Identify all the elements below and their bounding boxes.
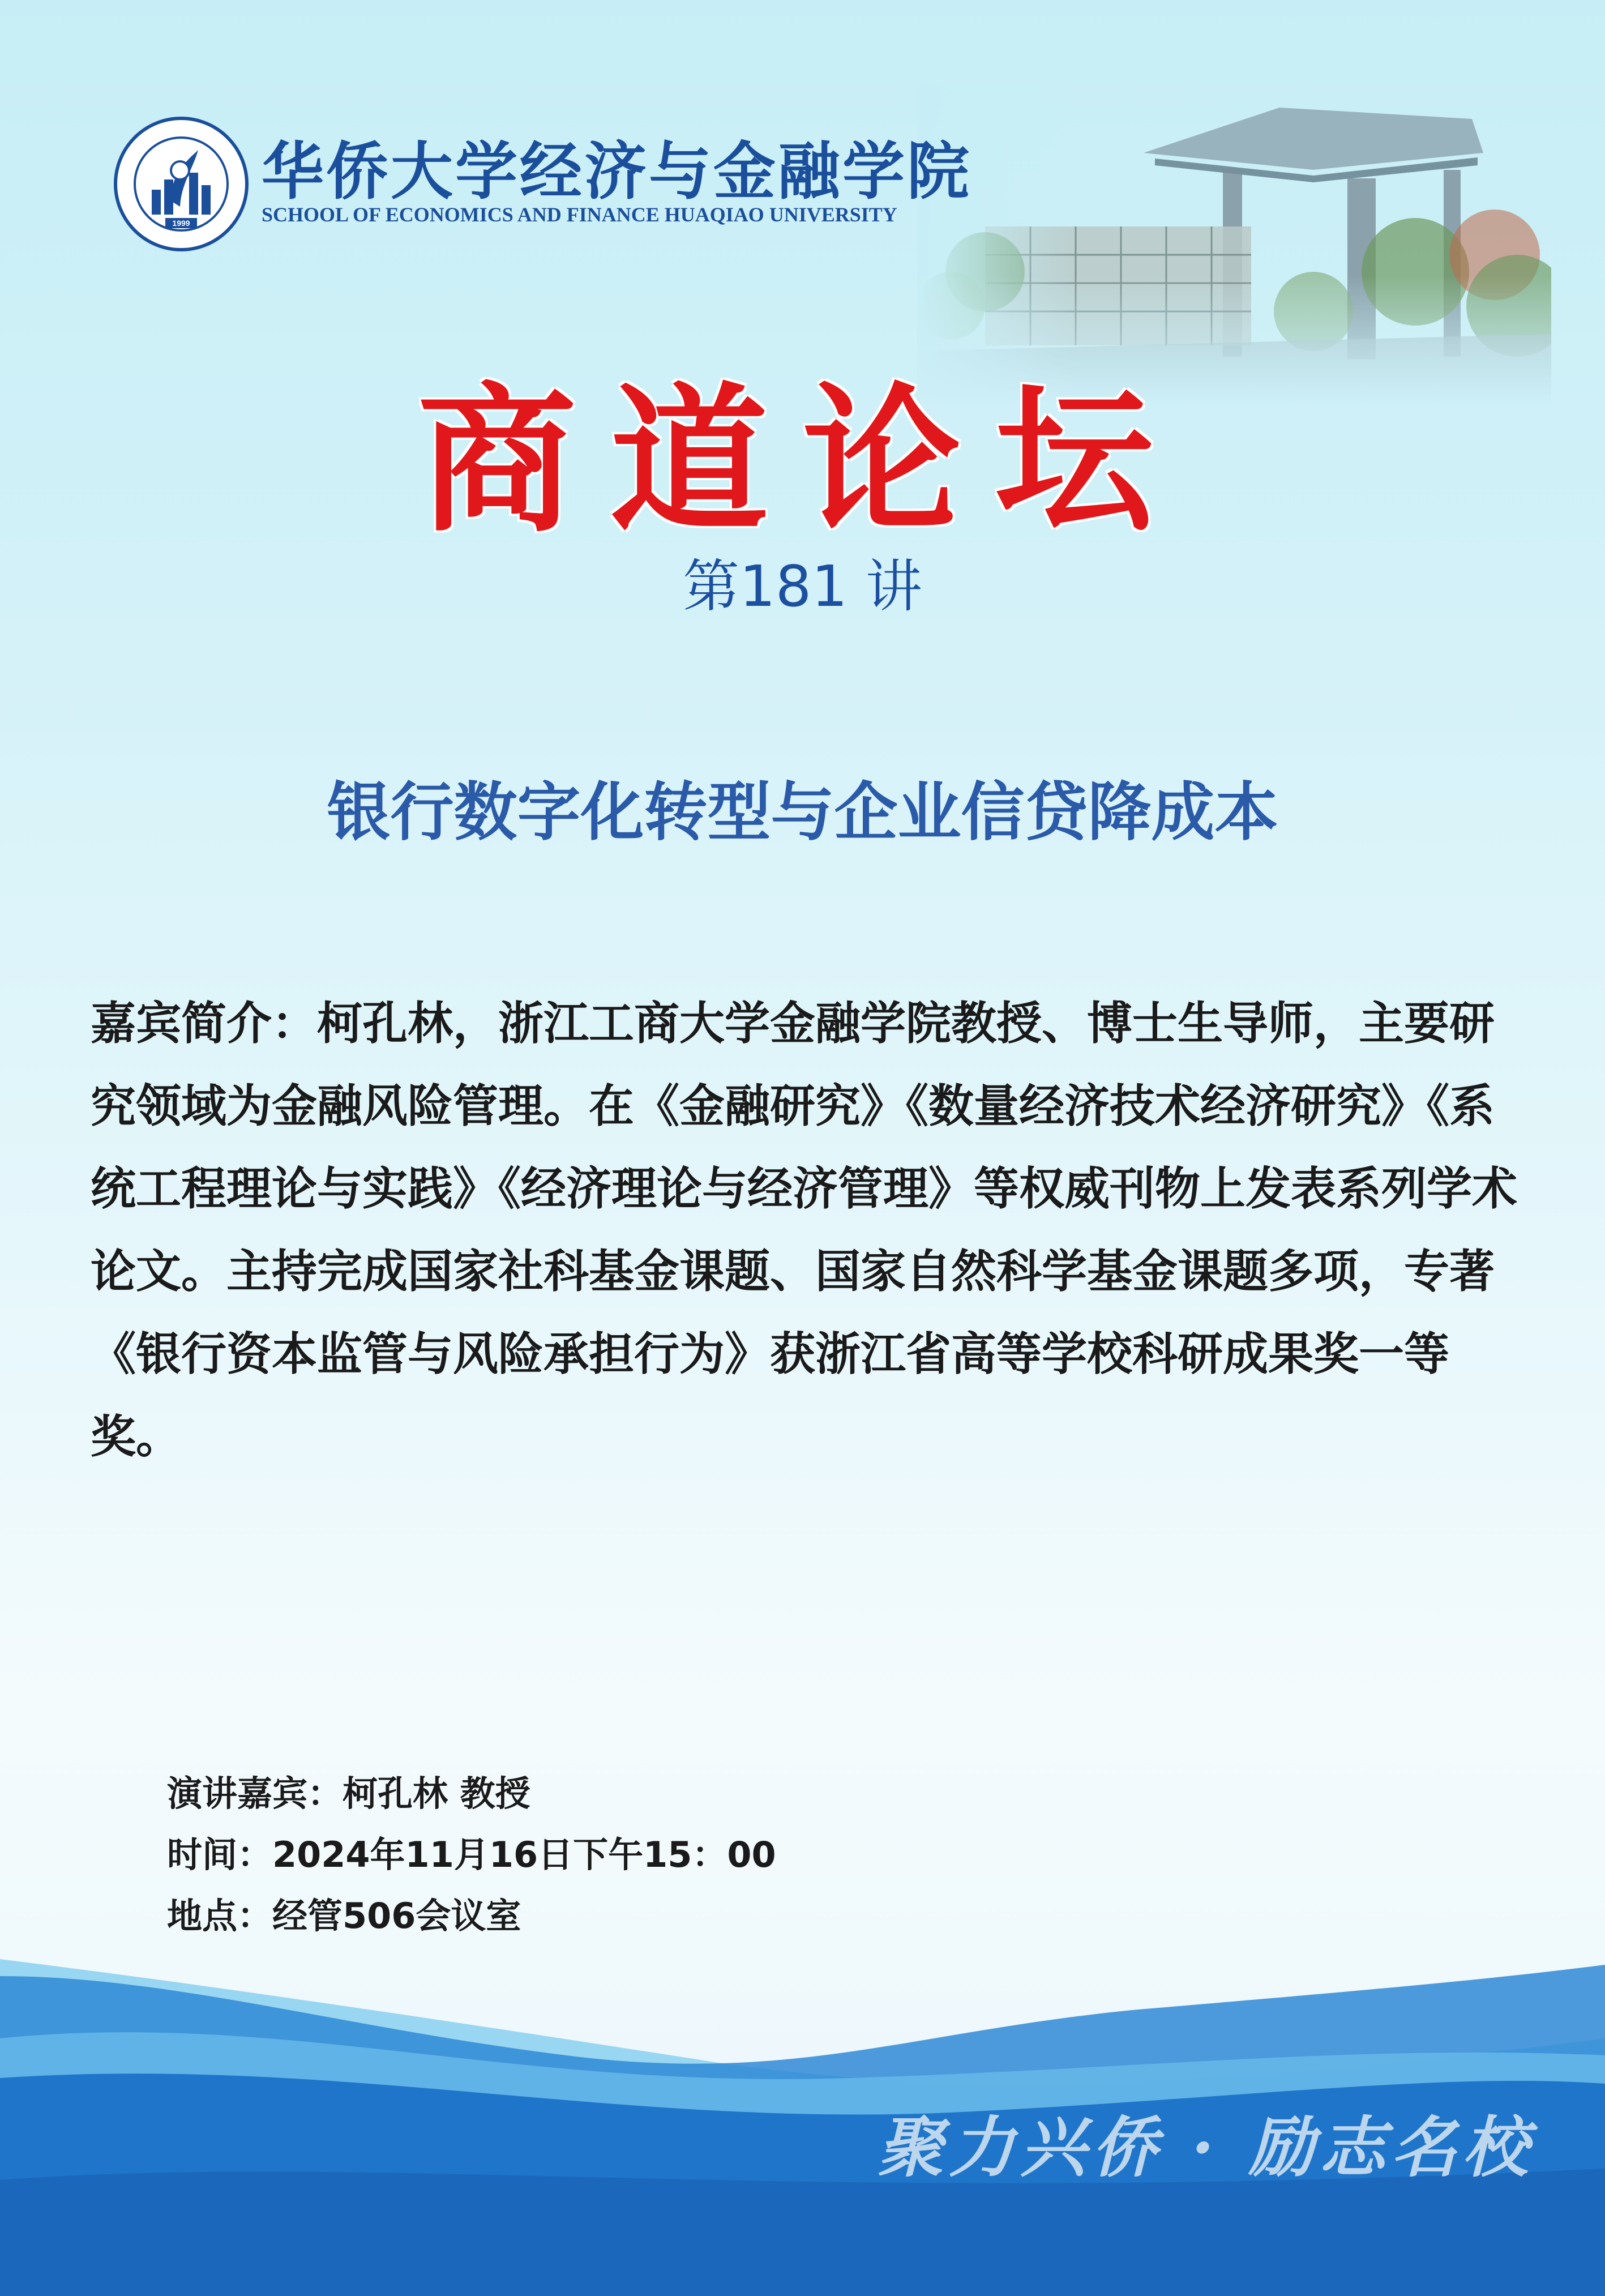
speaker-bio: 嘉宾简介：柯孔林，浙江工商大学金融学院教授、博士生导师，主要研究领域为金融风险管理。在《金融研究》《数量经济技术经济研究》《系统工程理论与实践》《经济理论与经济管理》等权威刊物上发表系列学术论文。主持完成国家社科基金课题、国家自然科学基金课题多项，专著《银行资本监管与风险承担行为》获浙江省高等学校科研成果奖一等奖。 xyxy=(91,997,1517,1463)
school-name-cn: 华侨大学经济与金融学院 xyxy=(262,135,971,208)
series-title: 商道论坛 xyxy=(417,369,1188,554)
school-name-en: SCHOOL OF ECONOMICS AND FINANCE HUAQIAO UNIVERSITY xyxy=(262,203,897,226)
location-line: 地点：经管506会议室 xyxy=(167,1895,521,1936)
time-line: 时间：2024年11月16日下午15：00 xyxy=(167,1834,776,1875)
lecture-number: 第181 讲 xyxy=(683,553,922,619)
school-seal-icon xyxy=(113,116,249,252)
footer-slogan: 聚力兴侨 · 励志名校 xyxy=(878,2109,1534,2186)
logo-year: 1999 xyxy=(172,219,190,228)
speaker-line: 演讲嘉宾：柯孔林 教授 xyxy=(167,1773,530,1814)
lecture-topic: 银行数字化转型与企业信贷降成本 xyxy=(327,776,1278,849)
